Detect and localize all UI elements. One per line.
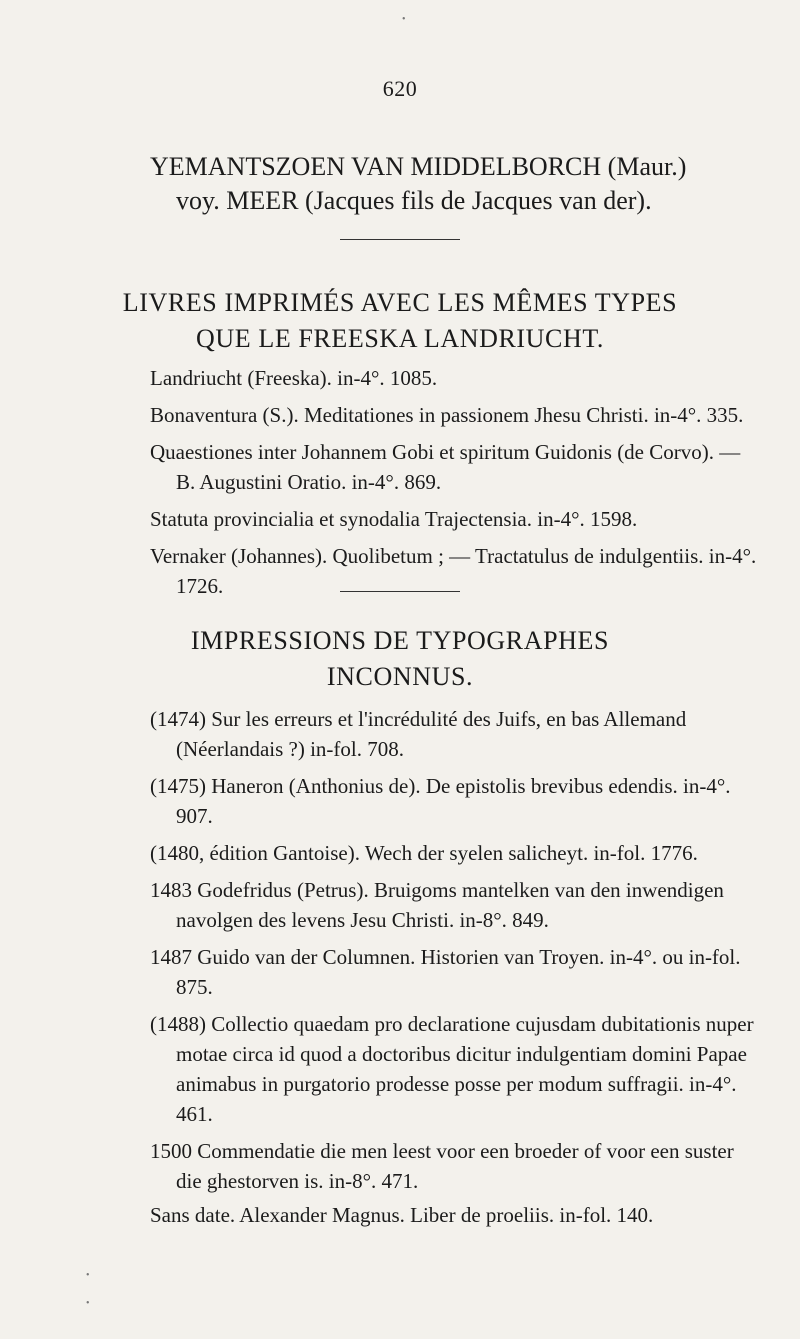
cross-reference-target: voy. MEER (Jacques fils de Jacques van der). xyxy=(176,186,652,215)
unknown-printers-list xyxy=(150,704,760,1237)
section-title-unknown-printers xyxy=(0,623,800,695)
section-title-line: INCONNUS. xyxy=(326,662,474,691)
section-divider xyxy=(340,239,460,240)
list-item: Quaestiones inter Johannem Gobi et spiritum Guidonis (de Corvo). — B. Augustini Oratio. in-4°. 869. xyxy=(150,440,741,494)
list-item: Vernaker (Johannes). Quolibetum ; — Tractatulus de indulgentiis. in-4°. 1726. xyxy=(150,544,757,598)
paper-speck: • xyxy=(86,1270,90,1281)
list-item: Sans date. Alexander Magnus. Liber de proeliis. in-fol. 140. xyxy=(150,1203,654,1227)
section-title-line: LIVRES IMPRIMÉS AVEC LES MÊMES TYPES xyxy=(122,288,678,317)
list-item: (1474) Sur les erreurs et l'incrédulité des Juifs, en bas Allemand (Néerlandais ?) in-fol. 708. xyxy=(150,707,687,761)
list-item: (1480, édition Gantoise). Wech der syelen salicheyt. in-fol. 1776. xyxy=(150,841,698,865)
page-number: 620 xyxy=(382,76,418,101)
same-types-list xyxy=(150,363,760,608)
paper-speck: • xyxy=(86,1298,90,1309)
list-item: Statuta provincialia et synodalia Trajectensia. in-4°. 1598. xyxy=(150,507,638,531)
list-item: Landriucht (Freeska). in-4°. 1085. xyxy=(150,366,438,390)
list-item: (1475) Haneron (Anthonius de). De epistolis brevibus edendis. in-4°. 907. xyxy=(150,774,731,828)
list-item: 1483 Godefridus (Petrus). Bruigoms mantelken van den inwendigen navolgen des levens Jesu Christi. in-8°. 849. xyxy=(150,878,724,932)
cross-reference-heading: YEMANTSZOEN VAN MIDDELBORCH (Maur.) xyxy=(150,152,687,181)
list-item: 1500 Commendatie die men leest voor een broeder of voor een suster die ghestorven is. in-8°. 471. xyxy=(150,1139,734,1193)
section-divider xyxy=(340,591,460,592)
section-title-line: IMPRESSIONS DE TYPOGRAPHES xyxy=(190,626,610,655)
list-item: Bonaventura (S.). Meditationes in passionem Jhesu Christi. in-4°. 335. xyxy=(150,403,744,427)
list-item: (1488) Collectio quaedam pro declaratione cujusdam dubitationis nuper motae circa id quod a doctoribus dicitur indulgentiam domini Papae animabus in purgatorio prodesse posse per modum suffragii. in-4°. 461. xyxy=(150,1012,754,1126)
list-item: 1487 Guido van der Columnen. Historien van Troyen. in-4°. ou in-fol. 875. xyxy=(150,945,741,999)
paper-speck: • xyxy=(402,14,406,25)
cross-reference-entry xyxy=(150,150,750,218)
section-title-line: QUE LE FREESKA LANDRIUCHT. xyxy=(196,324,604,353)
section-title-same-types xyxy=(0,285,800,357)
